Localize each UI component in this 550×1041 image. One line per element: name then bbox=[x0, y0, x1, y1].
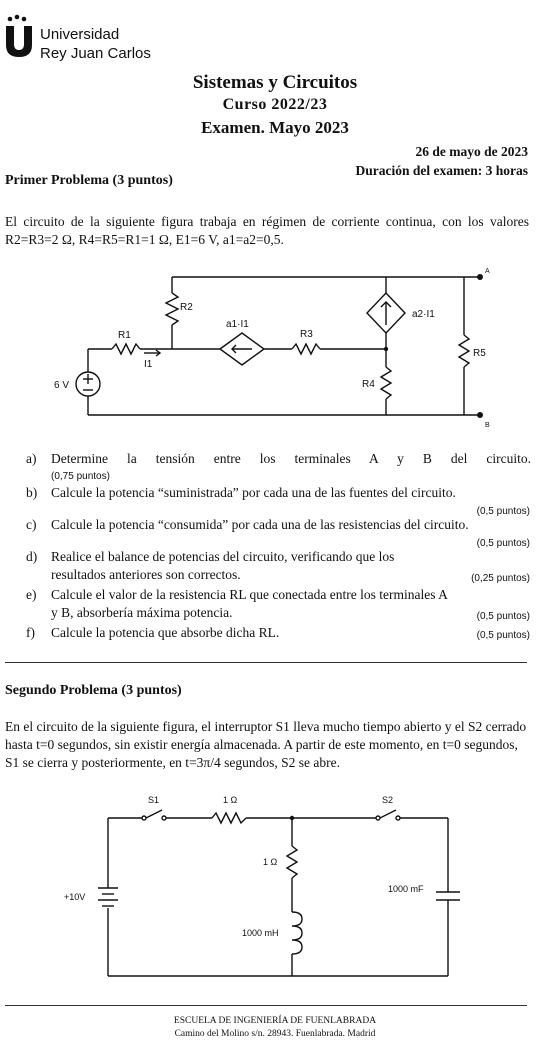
question-d-label: d) bbox=[26, 549, 38, 564]
question-e-label: e) bbox=[26, 587, 37, 602]
university-logo bbox=[4, 14, 34, 58]
question-c-text: Calcule la potencia “consumida” por cada una de las resistencias del circuito. bbox=[51, 517, 469, 532]
exam-duration: Duración del examen: 3 horas bbox=[355, 163, 528, 178]
footer bbox=[0, 1015, 550, 1041]
question-a-points: (0,75 puntos) bbox=[51, 471, 110, 482]
problem1-title: Primer Problema (3 puntos) bbox=[5, 173, 173, 188]
course-title: Sistemas y Circuitos bbox=[192, 72, 358, 93]
footer-line1: ESCUELA DE INGENIERÍA DE FUENLABRADA bbox=[173, 1016, 377, 1026]
question-f-text: Calcule la potencia que absorbe dicha RL. bbox=[51, 625, 280, 640]
question-a-label: a) bbox=[26, 451, 37, 466]
label-r-branch: 1 Ω bbox=[263, 857, 278, 867]
label-r3: R3 bbox=[300, 329, 313, 340]
problem2-title: Segundo Problema (3 puntos) bbox=[5, 683, 182, 698]
question-f bbox=[26, 624, 532, 642]
university-name-line1: Universidad bbox=[40, 26, 120, 43]
question-b-points: (0,5 puntos) bbox=[476, 506, 530, 517]
question-b-text: Calcule la potencia “suministrada” por cada una de las fuentes del circuito. bbox=[51, 485, 456, 500]
question-f-points: (0,5 puntos) bbox=[476, 630, 530, 641]
question-b-label: b) bbox=[26, 485, 38, 500]
question-a bbox=[26, 450, 532, 484]
question-d-points: (0,25 puntos) bbox=[471, 573, 530, 584]
label-source: +10V bbox=[64, 892, 86, 902]
label-a2: a2·I1 bbox=[412, 309, 435, 320]
label-r5: R5 bbox=[473, 348, 486, 359]
label-s2: S2 bbox=[382, 795, 394, 805]
label-terminal-a: A bbox=[485, 268, 490, 275]
question-a-text: Determine la tensión entre los terminales A y B del circuito. bbox=[51, 451, 531, 466]
label-r1: R1 bbox=[118, 330, 131, 341]
label-r-series: 1 Ω bbox=[223, 795, 238, 805]
question-b bbox=[26, 484, 532, 518]
university-name-line2: Rey Juan Carlos bbox=[40, 45, 151, 62]
course-year: Curso 2022/23 bbox=[222, 96, 328, 113]
label-s1: S1 bbox=[148, 795, 160, 805]
question-e bbox=[26, 586, 532, 622]
question-f-label: f) bbox=[26, 625, 35, 640]
problem2-intro: En el circuito de la siguiente figura, el interruptor S1 lleva mucho tiempo abierto y el S2 cerrado hasta t=0 segundos, sin existir energía almacenada. A partir de este momento, en t=0 segundos, S1 se cierra y posteriormente, en t=3π/4 segundos, S2 se abre. bbox=[5, 719, 527, 770]
question-c-points: (0,5 puntos) bbox=[476, 538, 530, 549]
section-divider bbox=[5, 662, 527, 663]
label-i1: I1 bbox=[144, 359, 153, 370]
label-a1: a1·I1 bbox=[226, 319, 249, 330]
university-name bbox=[40, 25, 151, 63]
footer-line2: Camino del Molino s/n. 28943. Fuenlabrada. Madrid bbox=[174, 1029, 376, 1039]
question-e-points: (0,5 puntos) bbox=[476, 611, 530, 622]
question-d-text: Realice el balance de potencias del circuito, verificando que los resultados anteriores son correctos. bbox=[51, 549, 395, 582]
label-inductor: 1000 mH bbox=[242, 928, 279, 938]
circuit-diagram-2 bbox=[60, 790, 480, 990]
label-capacitor: 1000 mF bbox=[388, 884, 424, 894]
label-6v: 6 V bbox=[54, 380, 70, 391]
question-d bbox=[26, 548, 532, 584]
question-c bbox=[26, 516, 532, 550]
label-terminal-b: B bbox=[485, 422, 490, 429]
footer-divider bbox=[5, 1005, 527, 1006]
exam-name: Examen. Mayo 2023 bbox=[201, 118, 349, 137]
question-c-label: c) bbox=[26, 517, 37, 532]
exam-date-block bbox=[356, 142, 529, 180]
exam-date: 26 de mayo de 2023 bbox=[415, 144, 528, 159]
label-r2: R2 bbox=[180, 302, 193, 313]
label-r4: R4 bbox=[362, 379, 375, 390]
circuit-diagram-1 bbox=[54, 265, 500, 435]
problem1-intro: El circuito de la siguiente figura trabaja en régimen de corriente continua, con los valores R2=R3=2 Ω, R4=R5=R1=1 Ω, E1=6 V, a1=a2=0,5. bbox=[5, 214, 529, 247]
question-e-text: Calcule el valor de la resistencia RL que conectada entre los terminales A y B, absorbería máxima potencia. bbox=[51, 587, 448, 620]
